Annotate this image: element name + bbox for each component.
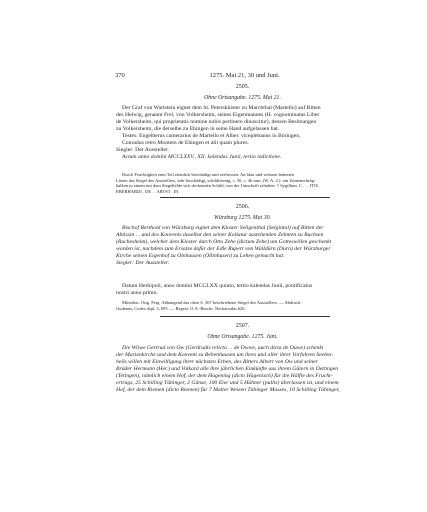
entry-2505-line-7: Siegler: Der Aussteller. [116, 147, 169, 153]
entry-2507-line-5: (Tetingen), nämlich einem Hof, der dem Hagening (dicto Hägenisch) für die Hälfte des Frucht- [116, 373, 333, 379]
entry-2506-line-3: (Ruchesheim), welcher dem Kloster durch Otto Zehe (dictum Zehe) um Gotteswillen geschenkt [116, 239, 332, 245]
entry-2507-line-2: der Marienkirche und dem Konvent zu Bebenhausen um ihres und aller ihrer Vorfahren Seelen- [116, 352, 333, 358]
entry-2505-note-1: Durch Feuchtigkeit zum Teil ziemlich beschädigt und zerfressen. An blau und weissen leinenen [122, 172, 294, 177]
entry-2507-line-4: Brüder Hermann (Her.) und Volkard alle ihre jährlichen Einkünfte aus ihrem Gütern in Dettingen [116, 366, 339, 372]
section-divider [160, 316, 330, 317]
entry-2506-line-5: Kirche seinen Eigenhof zu Olnhausen (Ollinhusen) zu Lehen gemacht hat. [116, 253, 285, 259]
entry-2507-place-date: Ohne Ortsangabe. 1275. Juni. [207, 334, 278, 340]
page-number: 370 [115, 72, 125, 79]
entry-2506-line-1: Bischof Berthold von Würzburg eignet dem Kloster Seligenthal (Selgintal) auf Bitten der [122, 225, 324, 231]
section-divider [160, 197, 330, 198]
entry-2506-place-date: Würzburg 1275. Mai 30. [214, 215, 271, 221]
entry-2505-line-6: Conradus retro Montem de Ehingen et alii quam plures. [122, 140, 249, 146]
entry-2506-note-2: Gudenus, Codex dipl. 3, 695. — Regest: O.A.-Beschr. Neckarsulm 626. [116, 305, 246, 311]
entry-2506-line-10: nostri anno primo. [116, 290, 158, 296]
entry-2505-line-2: des Helwig, genannt Frei, von Volkersheim, seines Eigenmannes (H. cognominatus Liber [116, 112, 320, 118]
entry-2505-line-4: zu Volkersheim, die derselbe zu Ehingen in seine Hand aufgelassen hat. [116, 126, 280, 132]
entry-2505-place-date: Ohne Ortsangabe. 1275. Mai 21. [204, 95, 281, 101]
entry-2505-line-3: de Volkersheim, qui proprietatis nomine nobis pertinere dinoscitur), dessen Besitzungen [116, 119, 317, 125]
entry-2507-line-3: heils willen mit Einwilligung ihrer nächsten Erben, des Ritters Albert von Ow und seiner [116, 359, 318, 365]
entry-2506-line-4: worden ist, nachdem zum Ersatze dafür der Edle Rupert von Walldürn (Durn) der Würzburger [116, 246, 331, 252]
entry-2506-line-2: Äbtissin . . und des Konvents daselbst den seiner Kollatur zustehenden Zehnten zu Ruchsen [116, 232, 324, 238]
entry-2505-note-3: balken in einem mit dem Siegelfelde sich deckenden Schild; von der Umschrift erhalten: † Sygillum. C . . . ITIS . [116, 183, 321, 188]
entry-2506-line-9: Datum Herbipoli, anno domini MCCLXX quinto, tertio kalendas Junii, pontificatus [122, 283, 313, 289]
entry-2505-line-5: Testes: Engelberus camerarius de Martello et Alber. viceplebanus in Böringen, [122, 133, 301, 139]
entry-2507-line-1: Die Witwe Gertrud von Ow (Gerdrudis relicta . . de Owwe, auch dicta de Ouwe) schenkt [122, 345, 324, 351]
entry-2506-note-1: Mitteilen. Orig. Perg. Abhangend das oben S. 367 beschriebene Siegel des Ausstellers. — Abdruck: [122, 300, 302, 305]
entry-2507-line-6: ertrags, 25 Schilling Tübinger, 2 Gänse, 100 Eier und 5 Hühner (pullis) überlassen ist, und einem [116, 380, 339, 386]
entry-2505-line-8: Actum anno domini MCCLXXV., XII. kalendas Junii, tertia indictione. [122, 154, 282, 160]
entry-2505-line-1: Der Graf von Wartstein eignet dem St. Petersklöster zu Marchthal (Martello) auf Bitten [122, 105, 321, 111]
entry-2506-line-6: Siegler: Der Aussteller. [116, 260, 170, 266]
entry-2505-note-2: Litzen das Siegel des Ausstellers, sehr beschädigt, schildförmig, c. 50, c. 46 mm, (W. A. 2.): ein Zinnenschräg- [116, 177, 316, 183]
entry-2506-number: 2506. [235, 204, 250, 210]
entry-2507-line-7: Hof, der dem Riemen (dicto Riemen) für 7 Malter Weizen Tübinger Masses, 10 Schilling Tübinger, [116, 387, 340, 393]
entry-2505-number: 2505. [235, 84, 250, 90]
entry-2505-note-4: EBERHARDI . DE . . ARTST . IN. [116, 188, 180, 194]
entry-2507-number: 2507. [235, 323, 250, 329]
running-header: 1275. Mai 21, 30 und Juni. [209, 72, 280, 79]
